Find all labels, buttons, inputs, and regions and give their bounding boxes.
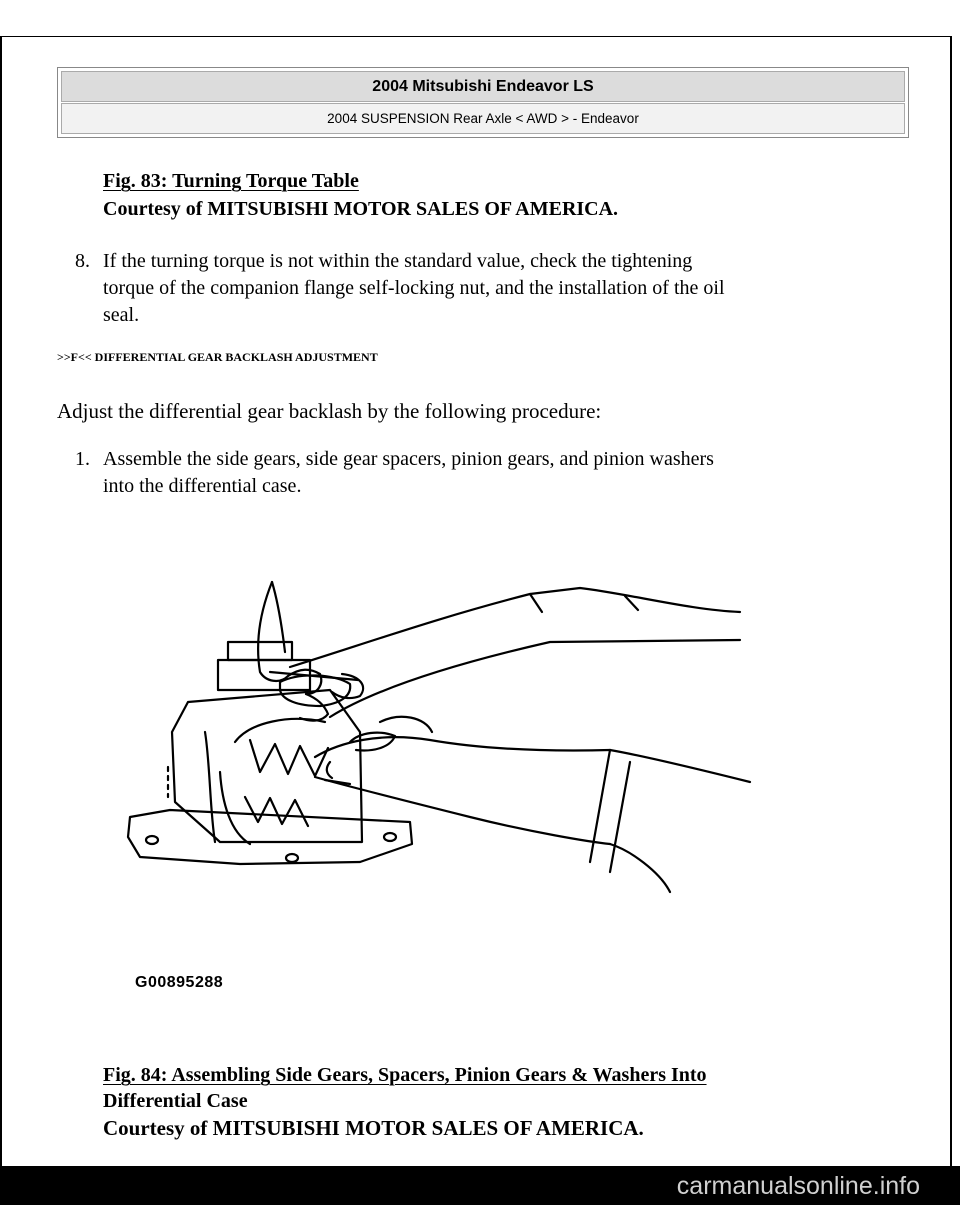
fig83-courtesy: Courtesy of MITSUBISHI MOTOR SALES OF AMERICA. — [103, 198, 619, 220]
figure-code: G00895288 — [135, 974, 224, 991]
step1-number: 1. — [75, 448, 90, 470]
step8-line-2: torque of the companion flange self-locking nut, and the installation of the oil — [103, 277, 725, 299]
page-border-top — [0, 36, 952, 37]
fig83-title[interactable]: Fig. 83: Turning Torque Table — [103, 170, 359, 192]
fig84-title[interactable] — [103, 1062, 883, 1114]
header-subtitle: 2004 SUSPENSION Rear Axle < AWD > - Endeavor — [61, 103, 905, 134]
step8-line-1: If the turning torque is not within the standard value, check the tightening — [103, 250, 693, 272]
header-title: 2004 Mitsubishi Endeavor LS — [61, 71, 905, 102]
step1-line-1: Assemble the side gears, side gear spacers, pinion gears, and pinion washers — [103, 448, 714, 470]
step1-line-2: into the differential case. — [103, 475, 302, 497]
differential-assembly-illustration — [110, 572, 760, 1002]
page-border-left — [0, 36, 2, 1166]
fig84-title-line-1: Fig. 84: Assembling Side Gears, Spacers, Pinion Gears & Washers Into — [103, 1064, 707, 1086]
section-intro: Adjust the differential gear backlash by the following procedure: — [57, 399, 602, 423]
fig84-title-line-2: Differential Case — [103, 1090, 248, 1112]
watermark-bar — [0, 1166, 960, 1205]
fig84-courtesy: Courtesy of MITSUBISHI MOTOR SALES OF AMERICA. — [103, 1116, 644, 1140]
section-heading: >>F<< DIFFERENTIAL GEAR BACKLASH ADJUSTMENT — [57, 350, 378, 364]
step8-line-3: seal. — [103, 304, 140, 326]
document-header — [57, 67, 909, 138]
step8-number: 8. — [75, 250, 90, 272]
page-border-right — [950, 36, 952, 1166]
watermark-text: carmanualsonline.info — [676, 1172, 920, 1200]
